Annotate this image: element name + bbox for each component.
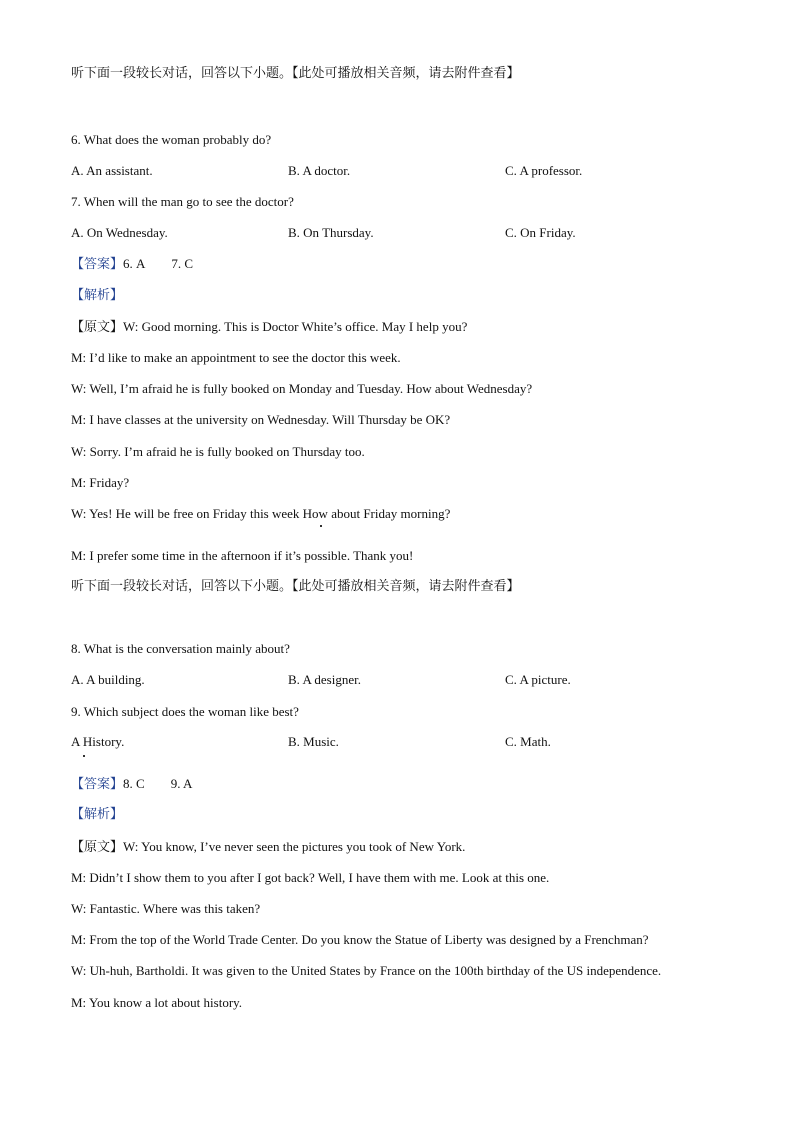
transcript-tag: 【原文】 — [71, 840, 124, 855]
transcript2-line-6: M: You know a lot about history. — [71, 995, 243, 1010]
q8-option-a: A. A building. — [71, 672, 145, 687]
section2-instruction: 听下面一段较长对话，回答以下小题。【此处可播放相关音频，请去附件查看】 — [71, 579, 520, 594]
q8-option-c: C. A picture. — [505, 672, 571, 687]
answer-line-1 — [71, 256, 193, 273]
stray-dot — [320, 525, 322, 527]
transcript-line-2: M: I’d like to make an appointment to see the doctor this week. — [71, 350, 401, 365]
q9-option-c: C. Math. — [505, 734, 551, 749]
question-7: 7. When will the man go to see the doctor? — [71, 194, 294, 209]
q7-option-a: A. On Wednesday. — [71, 225, 168, 240]
q7-option-c: C. On Friday. — [505, 225, 576, 240]
stray-dot — [83, 755, 85, 757]
transcript-line-5: W: Sorry. I’m afraid he is fully booked on Thursday too. — [71, 444, 365, 459]
question-8: 8. What is the conversation mainly about? — [71, 641, 290, 656]
answer-tag: 【答案】 — [71, 777, 124, 792]
q9-option-a: A History. — [71, 734, 125, 749]
answer-line-2 — [71, 776, 192, 793]
q7-option-b: B. On Thursday. — [288, 225, 374, 240]
transcript-text: W: You know, I’ve never seen the pictures you took of New York. — [123, 839, 466, 854]
transcript-line-4: M: I have classes at the university on Wednesday. Will Thursday be OK? — [71, 412, 451, 427]
transcript-line-6: M: Friday? — [71, 475, 130, 490]
transcript2-line-3: W: Fantastic. Where was this taken? — [71, 901, 261, 916]
transcript-line-3: W: Well, I’m afraid he is fully booked on Monday and Tuesday. How about Wednesday? — [71, 381, 533, 396]
answer-8: 8. C — [123, 776, 145, 791]
transcript-tag: 【原文】 — [71, 320, 124, 335]
transcript-line-7: W: Yes! He will be free on Friday this week How about Friday morning? — [71, 506, 451, 521]
answer-9: 9. A — [170, 776, 193, 791]
q6-option-c: C. A professor. — [505, 163, 583, 178]
question-9: 9. Which subject does the woman like best? — [71, 704, 299, 719]
answer-tag: 【答案】 — [71, 257, 124, 272]
transcript-line-1 — [71, 319, 467, 336]
transcript2-line-5: W: Uh-huh, Bartholdi. It was given to the United States by France on the 100th birthday of the US independence. — [71, 963, 662, 978]
q9-option-b: B. Music. — [288, 734, 339, 749]
q6-option-b: B. A doctor. — [288, 163, 351, 178]
transcript-line-8: M: I prefer some time in the afternoon if it’s possible. Thank you! — [71, 548, 414, 563]
q6-option-a: A. An assistant. — [71, 163, 153, 178]
analysis-tag-2: 【解析】 — [71, 807, 124, 822]
section1-instruction: 听下面一段较长对话，回答以下小题。【此处可播放相关音频，请去附件查看】 — [71, 66, 520, 81]
question-6: 6. What does the woman probably do? — [71, 132, 272, 147]
transcript-text: W: Good morning. This is Doctor White’s office. May I help you? — [123, 319, 468, 334]
analysis-tag-1: 【解析】 — [71, 288, 124, 303]
transcript2-line-2: M: Didn’t I show them to you after I got back? Well, I have them with me. Look at this one. — [71, 870, 550, 885]
answer-6: 6. A — [123, 256, 146, 271]
q8-option-b: B. A designer. — [288, 672, 361, 687]
transcript2-line-4: M: From the top of the World Trade Center. Do you know the Statue of Liberty was designed by a Frenchman? — [71, 932, 649, 947]
answer-7: 7. C — [171, 256, 194, 271]
transcript2-line-1 — [71, 839, 465, 856]
